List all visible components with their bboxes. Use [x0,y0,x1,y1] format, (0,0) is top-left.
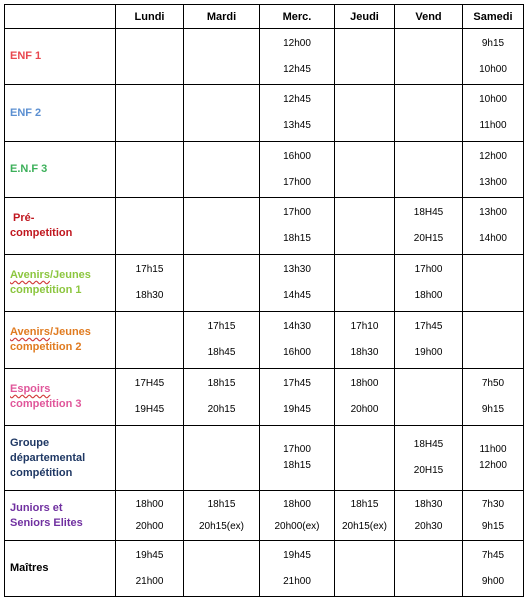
start-time: 19h45 [283,549,311,561]
time-spacer [260,276,334,290]
start-time: 18H45 [413,207,444,218]
label-jeunes: /Jeunes [49,269,91,281]
table-row-groupe-dep [5,426,524,491]
end-time: 19h00 [414,347,443,358]
table-row-avenirs-jeunes-1 [5,255,524,312]
schedule-body [5,29,524,597]
start-time: 14h30 [283,321,311,332]
start-time: 10h00 [479,94,507,105]
end-time: 13h45 [283,120,311,131]
group-label-groupe-dep [5,426,116,491]
time-spacer [184,390,259,404]
label-avenirs: Avenirs [10,326,50,338]
end-time: 20H15 [413,465,444,476]
end-time: 17h00 [283,176,311,188]
cell-enf3-mercredi [260,142,335,198]
label-jeunes: /Jeunes [49,326,91,338]
cell-juniors-seniors-mercredi [260,491,335,541]
cell-enf2-vendredi [395,85,463,142]
header-jeudi: Jeudi [335,5,395,29]
start-time: 17h00 [283,207,311,218]
cell-avenirs-jeunes-1-lundi [116,255,184,312]
label-avenirs: Avenirs [10,269,50,281]
end-time: 20h30 [414,520,443,532]
training-schedule-table [4,4,524,597]
end-time: 20h15 [207,404,236,415]
time-spacer [395,511,462,521]
cell-maitres-lundi [116,541,184,597]
start-time: 17h45 [283,378,311,389]
cell-maitres-jeudi [335,541,395,597]
time-spacer [260,106,334,120]
header-mercredi: Merc. [260,5,335,29]
cell-espoirs-3-lundi [116,369,184,426]
start-time: 9h15 [481,37,505,49]
time-spacer [260,333,334,347]
time-spacer [260,163,334,177]
cell-espoirs-3-mercredi [260,369,335,426]
label-line: Pré- [13,212,35,224]
label-line: compétition [10,466,73,479]
end-time: 14h00 [479,233,507,244]
table-row-enf3 [5,142,524,198]
start-time: 17h00 [283,444,311,455]
time-spacer [184,333,259,347]
cell-enf3-jeudi [335,142,395,198]
table-row-juniors-seniors [5,491,524,541]
cell-groupe-dep-lundi [116,426,184,491]
table-row-maitres [5,541,524,597]
group-label-pre-competition [5,198,116,255]
time-spacer [395,276,462,290]
cell-juniors-seniors-vendredi [395,491,463,541]
end-time: 18h00 [414,290,443,301]
cell-juniors-seniors-lundi [116,491,184,541]
cell-enf2-mercredi [260,85,335,142]
time-spacer [260,219,334,233]
start-time: 17h15 [207,321,236,332]
time-spacer [463,50,523,64]
end-time: 21h00 [283,575,311,587]
header-vendredi: Vend [395,5,463,29]
start-time: 7h30 [481,498,505,510]
time-spacer [463,106,523,120]
end-time: 20h00 [135,520,164,532]
time-spacer [395,333,462,347]
end-time: 10h00 [479,63,507,75]
group-label-enf1 [5,29,116,85]
time-spacer [395,219,462,233]
cell-enf1-lundi [116,29,184,85]
cell-pre-competition-vendredi [395,198,463,255]
start-time: 13h00 [479,207,507,218]
cell-groupe-dep-mercredi [260,426,335,491]
cell-enf3-lundi [116,142,184,198]
time-spacer [260,50,334,64]
cell-avenirs-jeunes-1-mardi [184,255,260,312]
cell-enf3-samedi [463,142,524,198]
end-time: 9h15 [481,520,505,532]
end-time: 20h00 [350,404,379,415]
time-spacer [463,562,523,576]
time-spacer [260,562,334,576]
start-time: 18h15 [207,378,236,389]
end-time: 9h00 [481,575,505,587]
start-time: 7h50 [481,378,505,389]
cell-enf3-mardi [184,142,260,198]
end-time: 21h00 [135,575,164,587]
group-label-maitres [5,541,116,597]
end-time: 18h30 [350,347,379,358]
start-time: 17h15 [135,264,164,275]
end-time: 14h45 [283,290,311,301]
table-row-espoirs-3 [5,369,524,426]
time-spacer [335,390,394,404]
label-line: competition [10,227,73,239]
start-time: 13h30 [283,264,311,275]
cell-avenirs-jeunes-2-mardi [184,312,260,369]
end-time: 18h30 [135,290,164,301]
time-spacer [184,511,259,521]
cell-maitres-samedi [463,541,524,597]
cell-enf2-lundi [116,85,184,142]
label-line: départemental [10,451,86,464]
start-time: 18h15 [350,498,379,510]
cell-avenirs-jeunes-1-vendredi [395,255,463,312]
cell-enf1-jeudi [335,29,395,85]
cell-enf1-mardi [184,29,260,85]
cell-espoirs-3-mardi [184,369,260,426]
header-row [5,5,524,29]
cell-groupe-dep-samedi [463,426,524,491]
cell-avenirs-jeunes-1-mercredi [260,255,335,312]
cell-pre-competition-mardi [184,198,260,255]
label-line: Maîtres [10,562,49,574]
end-time: 16h00 [283,347,311,358]
start-time: 17h00 [414,264,443,275]
table-row-enf1 [5,29,524,85]
start-time: 18h00 [283,498,311,510]
cell-juniors-seniors-mardi [184,491,260,541]
group-label-espoirs-3 [5,369,116,426]
cell-avenirs-jeunes-2-lundi [116,312,184,369]
cell-enf3-vendredi [395,142,463,198]
cell-maitres-vendredi [395,541,463,597]
label-line: E.N.F 3 [10,163,48,175]
cell-enf1-samedi [463,29,524,85]
schedule-sheet [4,4,524,597]
group-label-avenirs-jeunes-1 [5,255,116,312]
cell-juniors-seniors-samedi [463,491,524,541]
start-time: 11h00 [479,444,507,455]
start-time: 18h15 [207,498,236,510]
table-row-avenirs-jeunes-2 [5,312,524,369]
end-time: 12h00 [479,460,507,471]
time-spacer [463,390,523,404]
start-time: 12h45 [283,94,311,105]
end-time: 18h15 [283,233,311,244]
label-line: Seniors Elites [10,516,83,529]
cell-avenirs-jeunes-2-mercredi [260,312,335,369]
group-label-avenirs-jeunes-2 [5,312,116,369]
cell-groupe-dep-jeudi [335,426,395,491]
start-time: 7h45 [481,549,505,561]
end-time: 20h15(ex) [341,520,388,532]
cell-enf1-mercredi [260,29,335,85]
end-time: 9h15 [481,404,505,415]
start-time: 18h00 [135,498,164,510]
cell-pre-competition-lundi [116,198,184,255]
start-time: 16h00 [283,150,311,162]
end-time: 13h00 [479,176,507,188]
time-spacer [116,511,183,521]
start-time: 18h30 [414,498,443,510]
time-spacer [116,562,183,576]
start-time: 17h10 [350,321,379,332]
cell-groupe-dep-mardi [184,426,260,491]
cell-pre-competition-mercredi [260,198,335,255]
time-spacer [116,390,183,404]
group-label-enf2 [5,85,116,142]
cell-espoirs-3-vendredi [395,369,463,426]
start-time: 17H45 [134,378,165,389]
label-line: Juniors et [10,501,63,514]
label-competition: competition 1 [10,284,82,296]
label-line: competition 3 [10,398,82,410]
header-corner [5,5,116,29]
label-line: ENF 1 [10,50,42,62]
start-time: 12h00 [283,37,311,49]
cell-espoirs-3-jeudi [335,369,395,426]
end-time: 20h00(ex) [274,520,320,532]
start-time: 18H45 [413,439,444,450]
cell-enf2-mardi [184,85,260,142]
group-label-enf3 [5,142,116,198]
header-lundi: Lundi [116,5,184,29]
cell-avenirs-jeunes-2-vendredi [395,312,463,369]
label-competition: competition 2 [10,341,82,353]
end-time: 18h45 [207,347,236,358]
start-time: 19h45 [135,549,164,561]
header-mardi: Mardi [184,5,260,29]
cell-enf2-jeudi [335,85,395,142]
label-line: Espoirs [10,383,51,395]
start-time: 17h45 [414,321,443,332]
time-spacer [395,451,462,465]
end-time: 20h15(ex) [198,520,245,532]
start-time: 18h00 [350,378,379,389]
cell-avenirs-jeunes-1-jeudi [335,255,395,312]
cell-pre-competition-samedi [463,198,524,255]
end-time: 11h00 [479,120,507,131]
cell-enf2-samedi [463,85,524,142]
header-samedi: Samedi [463,5,524,29]
end-time: 12h45 [283,63,311,75]
label-line: Groupe [10,436,50,449]
cell-groupe-dep-vendredi [395,426,463,491]
time-spacer [335,511,394,521]
table-row-enf2 [5,85,524,142]
time-spacer [335,333,394,347]
cell-pre-competition-jeudi [335,198,395,255]
cell-maitres-mardi [184,541,260,597]
time-spacer [260,511,334,521]
cell-enf1-vendredi [395,29,463,85]
end-time: 19h45 [283,404,311,415]
cell-juniors-seniors-jeudi [335,491,395,541]
time-spacer [463,511,523,521]
start-time: 12h00 [479,150,507,162]
time-spacer [463,219,523,233]
end-time: 20H15 [413,233,444,244]
time-spacer [116,276,183,290]
time-spacer [463,163,523,177]
end-time: 19H45 [134,404,165,415]
time-spacer [260,390,334,404]
end-time: 18h15 [283,460,311,471]
cell-avenirs-jeunes-2-jeudi [335,312,395,369]
cell-espoirs-3-samedi [463,369,524,426]
group-label-juniors-seniors [5,491,116,541]
label-line: ENF 2 [10,106,42,119]
cell-avenirs-jeunes-2-samedi [463,312,524,369]
cell-avenirs-jeunes-1-samedi [463,255,524,312]
table-row-pre-competition [5,198,524,255]
cell-maitres-mercredi [260,541,335,597]
